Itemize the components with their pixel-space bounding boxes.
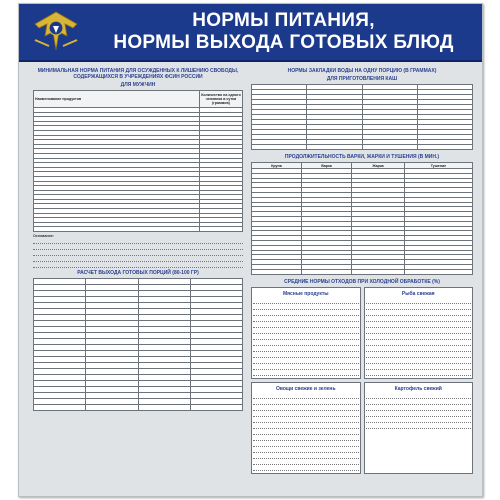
table-cell — [362, 145, 417, 150]
veg-waste-block — [251, 382, 361, 474]
table-header-row — [34, 91, 243, 108]
basis-note — [33, 234, 243, 268]
fish-waste-lines — [366, 299, 472, 376]
list-item — [253, 311, 359, 316]
list-item — [253, 353, 359, 358]
table-row — [252, 269, 473, 274]
list-item — [253, 394, 359, 399]
table-cell — [138, 405, 190, 411]
basis-text-line — [33, 251, 243, 256]
list-item — [253, 454, 359, 459]
list-item — [253, 418, 359, 423]
list-item — [253, 335, 359, 340]
right-column — [251, 68, 473, 474]
list-item — [366, 412, 472, 417]
list-item — [366, 406, 472, 411]
meat-waste-lines — [253, 299, 359, 376]
list-item — [253, 341, 359, 346]
list-item — [366, 299, 472, 304]
page-title — [91, 10, 476, 54]
list-item — [366, 329, 472, 334]
basis-text-line — [33, 245, 243, 250]
info-board — [18, 3, 483, 497]
table-cell — [352, 269, 405, 274]
list-item — [253, 466, 359, 471]
left-table-subtitle: ДЛЯ МУЖЧИН — [120, 82, 156, 88]
list-item — [253, 365, 359, 370]
table-cell — [190, 405, 242, 411]
list-item — [253, 347, 359, 352]
calc-table-body — [34, 279, 243, 411]
list-item — [253, 442, 359, 447]
list-item — [366, 365, 472, 370]
veg-waste-lines — [253, 394, 359, 471]
left-section-title: МИНИМАЛЬНАЯ НОРМА ПИТАНИЯ ДЛЯ ОСУЖДЕННЫХ К ЛИШЕНИЮ СВОБОДЫ, СОДЕРЖАЩИХСЯ В УЧРЕЖДЕНИЯХ ФСИН РОССИИ — [37, 68, 239, 80]
header-banner — [19, 4, 482, 62]
table-cell — [404, 269, 472, 274]
veg-waste-title: Овощи свежие и зелень — [275, 385, 336, 392]
list-item — [366, 400, 472, 405]
list-item — [253, 299, 359, 304]
table-cell — [417, 145, 472, 150]
waste-norm-blocks-2 — [251, 382, 473, 474]
water-norm-subtitle: ДЛЯ ПРИГОТОВЛЕНИЯ КАШ — [326, 76, 398, 82]
meat-waste-block — [251, 287, 361, 379]
list-item — [253, 424, 359, 429]
table-cell — [252, 145, 307, 150]
list-item — [253, 317, 359, 322]
list-item — [366, 359, 472, 364]
list-item — [253, 371, 359, 376]
calc-section-title: РАСЧЕТ ВЫХОДА ГОТОВЫХ ПОРЦИЙ (80-100 ГР) — [77, 270, 199, 277]
list-item — [366, 424, 472, 429]
basis-text-line — [33, 263, 243, 268]
fish-waste-block — [364, 287, 474, 379]
water-norm-table — [251, 84, 473, 150]
table-cell — [307, 145, 362, 150]
left-column — [33, 68, 243, 411]
cooking-time-title: ПРОДОЛЖИТЕЛЬНОСТЬ ВАРКИ, ЖАРКИ И ТУШЕНИЯ (В МИН.) — [284, 154, 440, 160]
list-item — [253, 460, 359, 465]
list-item — [253, 448, 359, 453]
potato-waste-lines — [366, 394, 472, 429]
potato-waste-block — [364, 382, 474, 474]
table-cell — [200, 227, 243, 232]
table-cell — [34, 405, 86, 411]
list-item — [366, 341, 472, 346]
table-header-cell: Варка — [301, 163, 351, 169]
table-cell — [252, 269, 302, 274]
table-row — [34, 227, 243, 232]
potato-waste-title: Картофель свежий — [394, 385, 442, 392]
list-item — [366, 317, 472, 322]
list-item — [253, 359, 359, 364]
water-norm-title: НОРМЫ ЗАКЛАДКИ ВОДЫ НА ОДНУ ПОРЦИЮ (В ГРАММАХ) — [287, 68, 437, 74]
table-header-cell: Тушение — [404, 163, 472, 169]
waste-norm-blocks — [251, 287, 473, 379]
table-cell — [34, 227, 200, 232]
list-item — [253, 329, 359, 334]
list-item — [253, 406, 359, 411]
meat-waste-title: Мясные продукты — [282, 290, 329, 297]
food-norm-table — [33, 90, 243, 232]
list-item — [253, 400, 359, 405]
title-line-1: НОРМЫ ПИТАНИЯ, — [192, 10, 375, 31]
basis-text-line — [33, 257, 243, 262]
cooking-time-table — [251, 162, 473, 275]
fish-waste-title: Рыба свежая — [401, 290, 435, 297]
list-item — [366, 311, 472, 316]
table-cell — [86, 405, 138, 411]
list-item — [366, 353, 472, 358]
list-item — [253, 412, 359, 417]
table-header-cell: Количество на одного человека в сутки (граммов) — [200, 91, 243, 108]
waste-norm-title: СРЕДНИЕ НОРМЫ ОТХОДОВ ПРИ ХОЛОДНОЙ ОБРАБОТКЕ (%) — [284, 278, 440, 285]
list-item — [253, 430, 359, 435]
list-item — [366, 323, 472, 328]
basis-title: Основание: — [33, 234, 54, 239]
table-row — [34, 405, 243, 411]
water-table-body — [252, 85, 473, 150]
list-item — [366, 418, 472, 423]
list-item — [253, 323, 359, 328]
fsin-emblem-icon — [25, 6, 87, 58]
portion-calc-table — [33, 278, 243, 411]
list-item — [366, 305, 472, 310]
table-row — [252, 145, 473, 150]
list-item — [366, 347, 472, 352]
table-header-cell: Наименование продуктов — [34, 91, 200, 108]
list-item — [253, 436, 359, 441]
basis-text-line — [33, 239, 243, 244]
title-line-2: НОРМЫ ВЫХОДА ГОТОВЫХ БЛЮД — [113, 32, 454, 53]
table-body — [34, 108, 243, 232]
list-item — [366, 394, 472, 399]
list-item — [366, 371, 472, 376]
table-cell — [301, 269, 351, 274]
time-table-body — [252, 169, 473, 275]
table-header-cell: Крупа — [252, 163, 302, 169]
list-item — [366, 335, 472, 340]
list-item — [253, 305, 359, 310]
table-header-cell: Жарка — [352, 163, 405, 169]
